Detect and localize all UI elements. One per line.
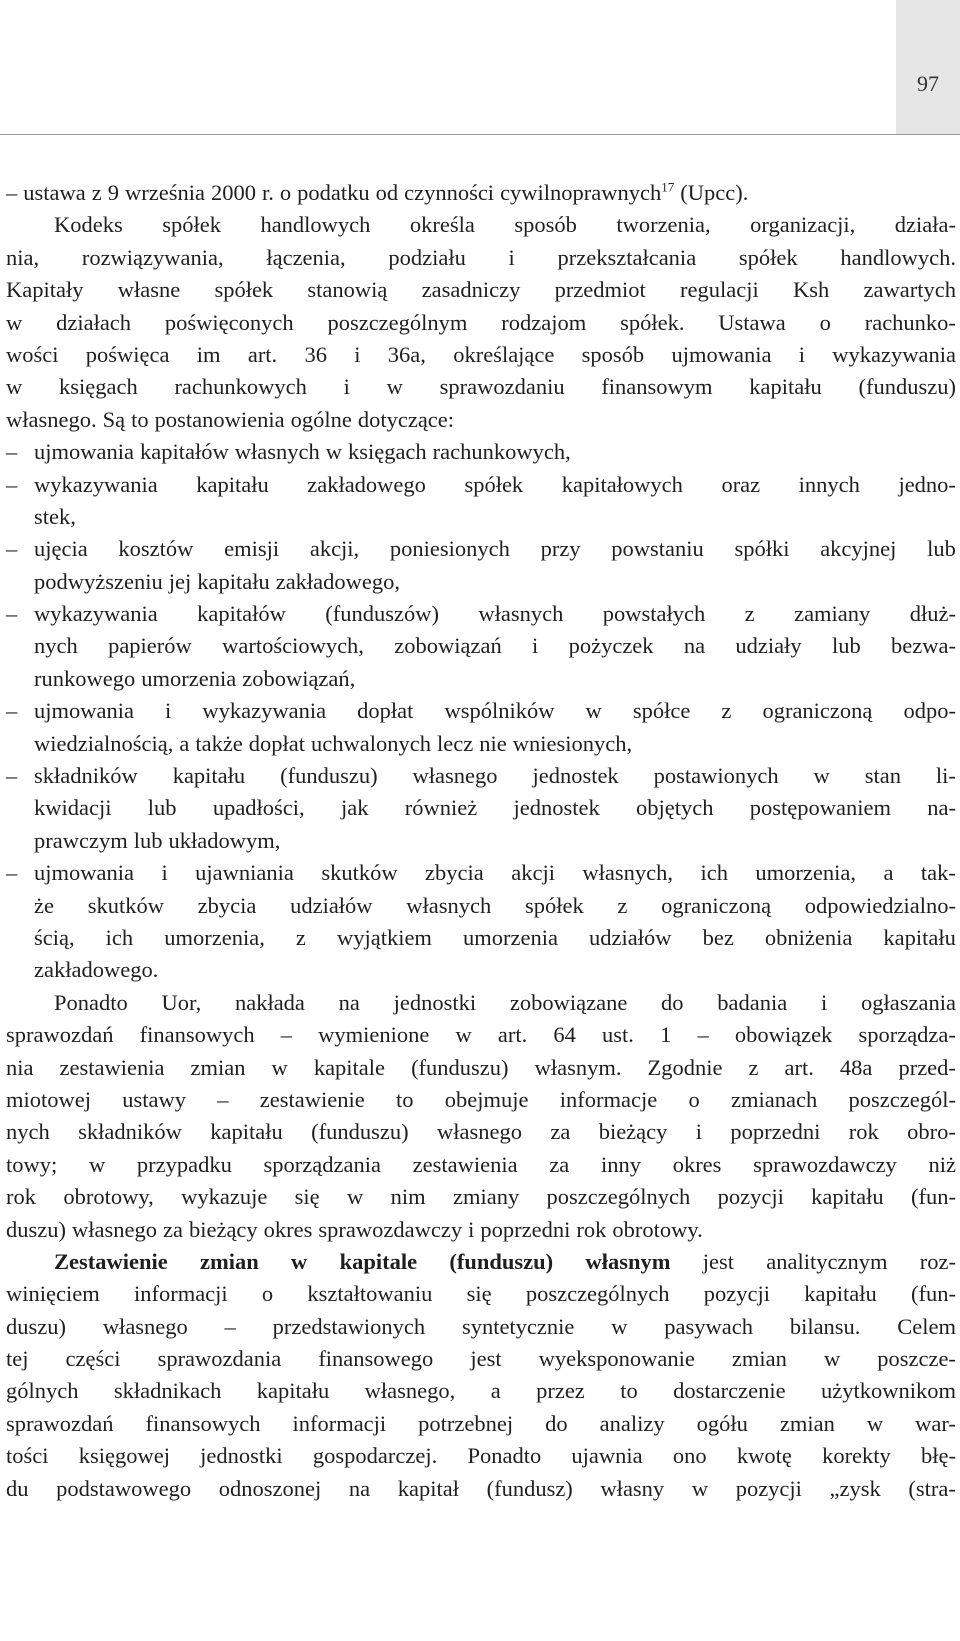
list-dash: – — [6, 763, 18, 789]
page-number: 97 — [917, 71, 939, 96]
list-dash: – — [6, 536, 18, 562]
text-line: – ujmowania i wykazywania dopłat wspólników w spółce z ograniczoną odpo- — [6, 695, 956, 727]
list-dash: – — [6, 471, 18, 497]
text-line: w księgach rachunkowych i w sprawozdaniu finansowym kapitału (funduszu) — [6, 374, 956, 400]
text-line: Kapitały własne spółek stanowią zasadniczy przedmiot regulacji Ksh zawartych — [6, 277, 956, 303]
text-line: nia, rozwiązywania, łączenia, podziału i przekształcania spółek handlowych. — [6, 244, 956, 270]
text-line: – ujęcia kosztów emisji akcji, poniesionych przy powstaniu spółki akcyjnej lub — [6, 533, 956, 565]
text-line: Zestawienie zmian w kapitale (funduszu) własnym jest analitycznym roz- — [54, 1248, 956, 1274]
text-line: sprawozdań finansowych informacji potrzebnej do analizy ogółu zmian w war- — [6, 1410, 956, 1436]
text-line: towy; w przypadku sporządzania zestawienia za inny okres sprawozdawczy niż — [6, 1151, 956, 1177]
text-line: prawczym lub układowym, — [34, 827, 281, 853]
text-line: w działach poświęconych poszczególnym rodzajom spółek. Ustawa o rachunko- — [6, 309, 956, 335]
header-rule — [0, 134, 960, 135]
text-line: nia zestawienia zmian w kapitale (funduszu) własnym. Zgodnie z art. 48a przed- — [6, 1054, 956, 1080]
text-line: nych składników kapitału (funduszu) własnego za bieżący i poprzedni rok obro- — [6, 1119, 956, 1145]
page-number-box — [896, 0, 960, 134]
list-dash: – — [6, 601, 18, 627]
text-line: – wykazywania kapitałów (funduszów) własnych powstałych z zamiany dłuż- — [6, 598, 956, 630]
text-line: – ujmowania i ujawniania skutków zbycia akcji własnych, ich umorzenia, a tak- — [6, 857, 956, 889]
text-line: tej części sprawozdania finansowego jest wyeksponowanie zmian w poszcze- — [6, 1346, 956, 1372]
text-line: zakładowego. — [34, 957, 159, 983]
text-line: du podstawowego odnoszonej na kapitał (fundusz) własny w pozycji „zysk (stra- — [6, 1475, 956, 1501]
list-dash: – — [6, 860, 18, 886]
text-line: stek, — [34, 503, 76, 529]
text-line: – wykazywania kapitału zakładowego spółek kapitałowych oraz innych jedno- — [6, 469, 956, 501]
text-line: gólnych składnikach kapitału własnego, a przez to dostarczenie użytkownikom — [6, 1378, 956, 1404]
text-line: podwyższeniu jej kapitału zakładowego, — [34, 568, 401, 594]
text-line: duszu) własnego – przedstawionych syntetycznie w pasywach bilansu. Celem — [6, 1313, 956, 1339]
text-line: własnego. Są to postanowienia ogólne dotyczące: — [6, 406, 455, 432]
text-line: – ujmowania kapitałów własnych w księgach rachunkowych, — [6, 436, 956, 468]
text-line: – składników kapitału (funduszu) własnego jednostek postawionych w stan li- — [6, 760, 956, 792]
list-dash: – — [6, 439, 18, 465]
text-line: kwidacji lub upadłości, jak również jednostek objętych postępowaniem na- — [34, 795, 956, 821]
text-line: runkowego umorzenia zobowiązań, — [34, 665, 356, 691]
body-text — [6, 177, 956, 1505]
text-line: wiedzialnością, a także dopłat uchwalonych lecz nie wniesionych, — [34, 730, 633, 756]
text-line: Ponadto Uor, nakłada na jednostki zobowiązane do badania i ogłaszania — [54, 989, 956, 1015]
text-line: ścią, ich umorzenia, z wyjątkiem umorzenia udziałów bez obniżenia kapitału — [34, 924, 956, 950]
text-line: rok obrotowy, wykazuje się w nim zmiany poszczególnych pozycji kapitału (fun- — [6, 1184, 956, 1210]
list-dash: – — [6, 698, 18, 724]
text-line: wości poświęca im art. 36 i 36a, określające sposób ujmowania i wykazywania — [6, 341, 956, 367]
text-line: – ustawa z 9 września 2000 r. o podatku od czynności cywilnoprawnych$^{17}$ (Upcc). — [6, 179, 749, 205]
text-line: sprawozdań finansowych – wymienione w art. 64 ust. 1 – obowiązek sporządza- — [6, 1022, 956, 1048]
text-line: duszu) własnego za bieżący okres sprawozdawczy i poprzedni rok obrotowy. — [6, 1216, 703, 1242]
text-line: miotowej ustawy – zestawienie to obejmuje informacje o zmianach poszczegól- — [6, 1086, 956, 1112]
text-line: tości księgowej jednostki gospodarczej. Ponadto ujawnia ono kwotę korekty błę- — [6, 1443, 956, 1469]
text-line: że skutków zbycia udziałów własnych spółek z ograniczoną odpowiedzialno- — [34, 892, 956, 918]
text-line: Kodeks spółek handlowych określa sposób tworzenia, organizacji, działa- — [54, 212, 956, 238]
text-line: winięciem informacji o kształtowaniu się poszczególnych pozycji kapitału (fun- — [6, 1281, 956, 1307]
text-line: nych papierów wartościowych, zobowiązań i pożyczek na udziały lub bezwa- — [34, 633, 956, 659]
